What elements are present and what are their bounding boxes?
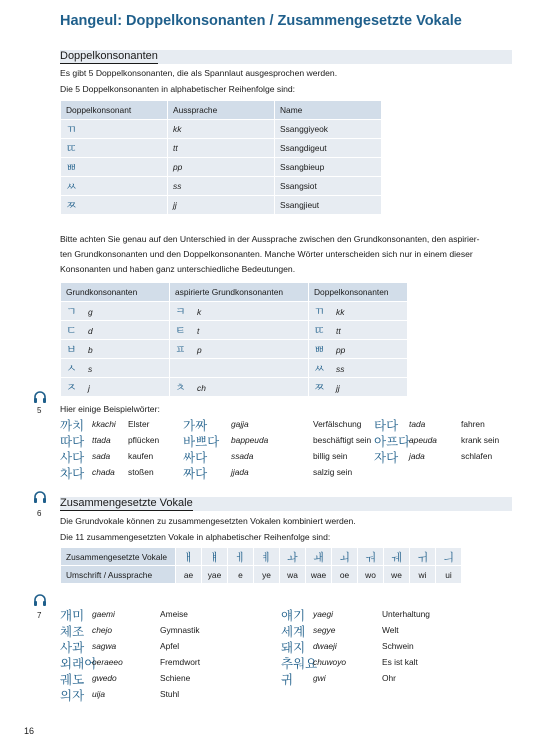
- pronunciation-cell: pp: [168, 158, 275, 177]
- vowel-romanization: wa: [280, 566, 306, 584]
- word-meaning: Es ist kalt: [382, 657, 418, 667]
- word-hangeul: 세계: [281, 624, 306, 639]
- table-cell: [61, 359, 170, 378]
- word-romanization: yaegi: [313, 609, 334, 619]
- hangeul-letter: ㅆ: [314, 362, 325, 375]
- hangeul-cell: ㅉ: [61, 196, 168, 215]
- table-cell: [61, 321, 170, 340]
- example-romanization: ssada: [231, 451, 254, 461]
- intro-text: Die Grundvokale können zu zusammengesetzten Vokalen kombiniert werden.: [60, 516, 356, 526]
- table-row: [61, 177, 382, 196]
- example-meaning: beschäftigt sein: [313, 435, 372, 445]
- audio-track-number: 6: [37, 509, 42, 518]
- word-meaning: Ohr: [382, 673, 396, 683]
- romanization: jj: [336, 383, 340, 393]
- intro-text: Es gibt 5 Doppelkonsonanten, die als Spannlaut ausgesprochen werden.: [60, 68, 338, 78]
- example-romanization: ttada: [92, 435, 111, 445]
- intro-text: Die 5 Doppelkonsonanten in alphabetischer Reihenfolge sind:: [60, 84, 296, 94]
- word-romanization: gaemi: [92, 609, 115, 619]
- hangeul-letter: ㅍ: [175, 343, 186, 356]
- compound-vowel: ㅞ: [384, 548, 410, 566]
- example-hangeul: 바쁘다: [183, 434, 220, 449]
- example-romanization: apeuda: [409, 435, 437, 445]
- paragraph: [60, 232, 512, 277]
- example-hangeul: 짜다: [183, 466, 208, 481]
- example-meaning: pflücken: [128, 435, 160, 445]
- example-meaning: fahren: [461, 419, 485, 429]
- word-romanization: gwi: [313, 673, 326, 683]
- vowel-romanization: wi: [410, 566, 436, 584]
- word-hangeul: 궤도: [60, 672, 85, 687]
- paragraph-line: Bitte achten Sie genau auf den Unterschied in der Aussprache zwischen den Grundkonsonanten, den aspirier-: [60, 234, 480, 244]
- compound-vowel: ㅒ: [202, 548, 228, 566]
- hangeul-cell: ㄲ: [61, 120, 168, 139]
- romanization: ch: [197, 383, 206, 393]
- example-hangeul: 자다: [374, 450, 399, 465]
- word-meaning: Gymnastik: [160, 625, 200, 635]
- column-header: Grundkonsonanten: [61, 283, 170, 302]
- hangeul-letter: ㄷ: [66, 324, 77, 337]
- word-meaning: Stuhl: [160, 689, 180, 699]
- paragraph-line: ten Grundkonsonanten und den Doppelkonsonanten. Manche Wörter unterscheiden sich nur in einem dieser: [60, 249, 473, 259]
- name-cell: Ssangdigeut: [275, 139, 382, 158]
- example-romanization: gajja: [231, 419, 249, 429]
- romanization: pp: [336, 345, 346, 355]
- row-label: Umschrift / Aussprache: [61, 566, 176, 584]
- table-row: [61, 120, 382, 139]
- word-meaning: Ameise: [160, 609, 188, 619]
- table-row: [61, 302, 408, 321]
- word-romanization: gwedo: [92, 673, 117, 683]
- vowel-romanization: oe: [332, 566, 358, 584]
- table-cell: [309, 340, 408, 359]
- compound-vowel: ㅚ: [332, 548, 358, 566]
- vowel-romanization: we: [384, 566, 410, 584]
- column-header: Doppelkonsonant: [61, 101, 168, 120]
- compound-vowel: ㅟ: [410, 548, 436, 566]
- vowel-romanization: yae: [202, 566, 228, 584]
- word-meaning: Welt: [382, 625, 399, 635]
- intro-text: Die 11 zusammengesetzten Vokale in alphabetischer Reihenfolge sind:: [60, 532, 331, 542]
- hangeul-letter: ㅃ: [314, 343, 325, 356]
- hangeul-letter: ㅂ: [66, 343, 77, 356]
- pronunciation-cell: ss: [168, 177, 275, 196]
- name-cell: Ssangjieut: [275, 196, 382, 215]
- word-hangeul: 체조: [60, 624, 85, 639]
- table-cell: [309, 359, 408, 378]
- example-hangeul: 아프다: [374, 434, 411, 449]
- hangeul-letter: ㄸ: [314, 324, 325, 337]
- vowel-romanization: wo: [358, 566, 384, 584]
- column-header: Doppelkonsonanten: [309, 283, 408, 302]
- table-cell: [170, 321, 309, 340]
- example-meaning: Verfälschung: [313, 419, 362, 429]
- word-meaning: Fremdwort: [160, 657, 201, 667]
- word-romanization: chuwoyo: [313, 657, 347, 667]
- vowel-romanization: wae: [306, 566, 332, 584]
- word-romanization: chejo: [92, 625, 113, 635]
- compound-vowel: ㅐ: [176, 548, 202, 566]
- hangeul-letter: ㄱ: [66, 305, 77, 318]
- audio-track-number: 7: [37, 611, 42, 620]
- romanization: j: [88, 383, 90, 393]
- table-row: [61, 196, 382, 215]
- table-row: [61, 139, 382, 158]
- table-row: [61, 158, 382, 177]
- compound-vowel: ㅝ: [358, 548, 384, 566]
- vowel-romanization: ui: [436, 566, 462, 584]
- romanization: k: [197, 307, 202, 317]
- section-title-vokale: Zusammengesetzte Vokale: [60, 497, 193, 509]
- compound-vowel-table: [60, 547, 462, 584]
- word-meaning: Schiene: [160, 673, 191, 683]
- romanization: ss: [336, 364, 345, 374]
- table-row: [61, 340, 408, 359]
- example-romanization: chada: [92, 467, 115, 477]
- example-romanization: kkachi: [92, 419, 116, 429]
- word-meaning: Apfel: [160, 641, 180, 651]
- vowel-romanization: ae: [176, 566, 202, 584]
- table-cell: [61, 302, 170, 321]
- page-number: 16: [24, 726, 35, 736]
- name-cell: Ssangbieup: [275, 158, 382, 177]
- column-header: Aussprache: [168, 101, 275, 120]
- table-cell: [61, 378, 170, 397]
- hangeul-cell: ㄸ: [61, 139, 168, 158]
- word-romanization: sagwa: [92, 641, 117, 651]
- pronunciation-cell: kk: [168, 120, 275, 139]
- table-cell: [170, 340, 309, 359]
- romanization: s: [88, 364, 93, 374]
- word-romanization: oeraeeo: [92, 657, 123, 667]
- table-cell: [309, 302, 408, 321]
- column-header: aspirierte Grundkonsonanten: [170, 283, 309, 302]
- table-cell: [170, 302, 309, 321]
- headphones-icon[interactable]: [33, 491, 47, 503]
- paragraph-line: Konsonanten und haben ganz unterschiedliche Bedeutungen.: [60, 264, 296, 274]
- table-cell: [309, 378, 408, 397]
- example-meaning: krank sein: [461, 435, 500, 445]
- compound-vowel: ㅖ: [254, 548, 280, 566]
- compound-vowel: ㅔ: [228, 548, 254, 566]
- example-romanization: jada: [409, 451, 425, 461]
- romanization: t: [197, 326, 200, 336]
- table-cell: [61, 340, 170, 359]
- example-meaning: salzig sein: [313, 467, 353, 477]
- vowel-romanization: e: [228, 566, 254, 584]
- romanization: d: [88, 326, 93, 336]
- audio-track-number: 5: [37, 406, 42, 415]
- example-romanization: tada: [409, 419, 426, 429]
- pronunciation-cell: jj: [168, 196, 275, 215]
- name-cell: Ssangsiot: [275, 177, 382, 196]
- section-title-doppelkonsonanten: Doppelkonsonanten: [60, 50, 158, 62]
- row-label: Zusammengesetzte Vokale: [61, 548, 176, 566]
- word-hangeul: 외래어: [60, 656, 97, 671]
- example-hangeul: 차다: [60, 466, 85, 481]
- headphones-icon[interactable]: [33, 391, 47, 403]
- example-meaning: schlafen: [461, 451, 493, 461]
- hangeul-letter: ㅊ: [175, 381, 186, 394]
- example-hangeul: 따다: [60, 434, 85, 449]
- page-title: Hangeul: Doppelkonsonanten / Zusammengesetzte Vokale: [60, 13, 462, 29]
- word-hangeul: 돼지: [281, 640, 306, 655]
- word-meaning: Schwein: [382, 641, 414, 651]
- example-hangeul: 사다: [60, 450, 85, 465]
- word-hangeul: 얘기: [281, 608, 306, 623]
- romanization: g: [88, 307, 93, 317]
- word-hangeul: 개미: [60, 608, 85, 623]
- table-row: [61, 321, 408, 340]
- name-cell: Ssanggiyeok: [275, 120, 382, 139]
- example-meaning: kaufen: [128, 451, 154, 461]
- word-hangeul: 추워요: [281, 656, 318, 671]
- table-row: [61, 359, 408, 378]
- hangeul-letter: ㅌ: [175, 324, 186, 337]
- table-cell: [309, 321, 408, 340]
- word-hangeul: 사과: [60, 640, 85, 655]
- example-meaning: stoßen: [128, 467, 154, 477]
- hangeul-letter: ㅈ: [66, 381, 77, 394]
- hangeul-letter: ㄲ: [314, 305, 325, 318]
- headphones-icon[interactable]: [33, 594, 47, 606]
- example-meaning: Elster: [128, 419, 150, 429]
- word-hangeul: 귀: [281, 672, 294, 687]
- hangeul-letter: ㅅ: [66, 362, 77, 375]
- table-row: [61, 378, 408, 397]
- romanization: b: [88, 345, 93, 355]
- example-romanization: sada: [92, 451, 111, 461]
- romanization: p: [197, 345, 202, 355]
- example-hangeul: 가짜: [183, 418, 208, 433]
- example-romanization: bappeuda: [231, 435, 269, 445]
- example-hangeul: 까치: [60, 418, 85, 433]
- compound-vowel: ㅢ: [436, 548, 462, 566]
- compound-vowel: ㅙ: [306, 548, 332, 566]
- example-hangeul: 타다: [374, 418, 399, 433]
- word-romanization: segye: [313, 625, 336, 635]
- table-cell: [170, 378, 309, 397]
- compound-vowel: ㅘ: [280, 548, 306, 566]
- word-meaning: Unterhaltung: [382, 609, 430, 619]
- example-hangeul: 싸다: [183, 450, 208, 465]
- column-header: Name: [275, 101, 382, 120]
- word-hangeul: 의자: [60, 688, 85, 703]
- romanization: tt: [336, 326, 341, 336]
- word-romanization: dwaeji: [313, 641, 337, 651]
- romanization: kk: [336, 307, 345, 317]
- hangeul-cell: ㅃ: [61, 158, 168, 177]
- hangeul-letter: ㅉ: [314, 381, 325, 394]
- consonant-comparison-table: [60, 282, 408, 397]
- example-romanization: jjada: [231, 467, 249, 477]
- table-cell: [170, 359, 309, 378]
- hangeul-letter: ㅋ: [175, 305, 186, 318]
- example-meaning: billig sein: [313, 451, 348, 461]
- examples-label: Hier einige Beispielwörter:: [60, 404, 160, 414]
- hangeul-cell: ㅆ: [61, 177, 168, 196]
- pronunciation-cell: tt: [168, 139, 275, 158]
- word-romanization: uija: [92, 689, 106, 699]
- vowel-romanization: ye: [254, 566, 280, 584]
- double-consonant-table: [60, 100, 382, 215]
